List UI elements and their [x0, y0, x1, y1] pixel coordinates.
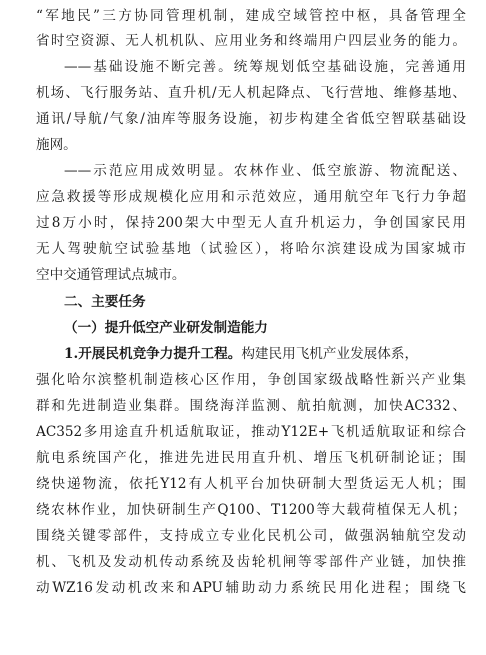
text-line-11: 空中交通管理试点城市。: [36, 267, 186, 283]
text-line-24: 动WZ16发动机改来和APU辅助动力系统民用化进程；围绕飞: [36, 580, 466, 596]
text-line-23: 机、飞机及发动机传动系统及齿轮机闸等零部件产业链，加快推: [36, 554, 466, 570]
text-line-1: “军地民”三方协同管理机制，建成空域管控中枢，具备管理全: [36, 8, 466, 24]
text-line-10: 无人驾驶航空试验基地（试验区），将哈尔滨建设成为国家城市: [36, 241, 466, 257]
text-line-4: 机场、飞行服务站、直升机/无人机起降点、飞行营地、维修基地、: [36, 85, 466, 101]
subsection-heading: （一）提升低空产业研发制造能力: [64, 320, 268, 336]
text-line-2: 省时空资源、无人机机队、应用业务和终端用户四层业务的能力。: [36, 33, 466, 49]
text-line-3: ——基础设施不断完善。统筹规划低空基础设施，完善通用: [64, 59, 466, 75]
text-line-5: 通讯/导航/气象/油库等服务设施，初步构建全省低空智联基础设: [36, 111, 466, 127]
text-line-6: 施网。: [36, 137, 77, 153]
text-line-9: 过8万小时，保持200架大中型无人直升机运力，争创国家民用: [36, 215, 466, 231]
text-line-7: ——示范应用成效明显。农林作业、低空旅游、物流配送、: [64, 163, 466, 179]
text-line-18: AC352多用途直升机适航取证，推动Y12E+飞机适航取证和综合: [36, 424, 466, 440]
section-heading: 二、主要任务: [64, 294, 146, 310]
text-line-16: 强化哈尔滨整机制造核心区作用，争创国家级战略性新兴产业集: [36, 372, 466, 388]
item-line-1: [64, 344, 466, 364]
text-line-22: 围绕关键零部件，支持成立专业化民机公司，做强涡轴航空发动: [36, 528, 466, 544]
text-line-20: 绕快递物流，依托Y12有人机平台加快研制大型货运无人机；围: [36, 476, 466, 492]
text-line-17: 群和先进制造业集群。围绕海洋监测、航拍航测，加快AC332、: [36, 398, 466, 414]
item-title: 1.开展民机竞争力提升工程。: [64, 346, 242, 362]
text-line-8: 应急救援等形成规模化应用和示范效应，通用航空年飞行力争超: [36, 189, 466, 205]
item-text: 构建民用飞机产业发展体系，: [241, 346, 419, 362]
text-line-19: 航电系统国产化，推进先进民用直升机、增压飞机研制论证；围: [36, 450, 466, 466]
text-line-21: 绕农林作业，加快研制生产Q100、T1200等大载荷植保无人机；: [36, 502, 466, 518]
